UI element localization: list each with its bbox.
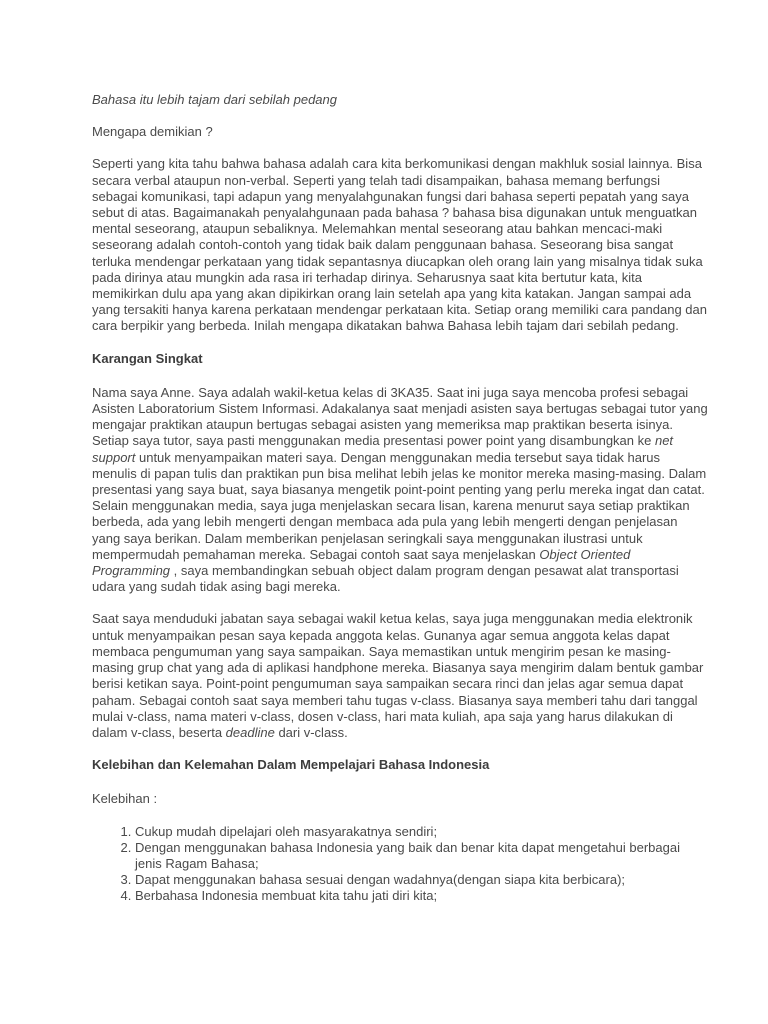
paragraph-3-part-b: dari v-class.	[274, 724, 348, 740]
paragraph-2-part-a: Nama saya Anne. Saya adalah wakil-ketua kelas di 3KA35. Saat ini juga saya mencoba profesi sebagai Asisten Laboratorium Sistem Informasi. Adakalanya saat menjadi asisten saya bertugas sebagai tutor yang mengajar praktikan ataupun bertugas sebagai asisten yang memeriksa map praktikan beserta isinya. Setiap saya tutor, saya pasti menggunakan media presentasi power point yang disambungkan ke	[92, 384, 708, 449]
kelebihan-list	[92, 824, 708, 905]
list-item: 1. Cukup mudah dipelajari oleh masyarakatnya sendiri;	[135, 824, 708, 840]
paragraph-2	[92, 385, 708, 596]
label-kelebihan: Kelebihan :	[92, 791, 158, 807]
emphasis-deadline: deadline	[225, 724, 275, 740]
paragraph-2-part-c: , saya membandingkan sebuah object dalam program dengan pesawat alat transportasi udara yang sudah tidak asing bagi mereka.	[92, 563, 679, 595]
paragraph-3-part-a: Saat saya menduduki jabatan saya sebagai wakil ketua kelas, saya juga menggunakan media elektronik untuk menyampaikan pesan saya kepada anggota kelas. Gunanya agar semua anggota kelas dapat membaca pengumuman yang saya sampaikan. Saya memastikan untuk mengirim pesan ke masing-masing grup chat yang ada di aplikasi handphone mereka. Biasanya saya mengirim dalam bentuk gambar berisi ketikan saya. Point-point pengumuman saya sampaikan secara rinci dan jelas agar semua dapat paham. Sebagai contoh saat saya memberi tahu tugas v-class. Biasanya saya memberi tahu dari tanggal mulai v-class, nama materi v-class, dosen v-class, hari mata kuliah, apa saja yang harus dilakukan di dalam v-class, beserta	[92, 611, 704, 740]
heading-karangan-singkat: Karangan Singkat	[92, 350, 203, 366]
list-item: 2. Dengan menggunakan bahasa Indonesia yang baik dan benar kita dapat mengetahui berbagai jenis Ragam Bahasa;	[135, 840, 708, 872]
emphasis-net-support: net support	[92, 433, 674, 465]
heading-kelebihan-kelemahan: Kelebihan dan Kelemahan Dalam Mempelajari Bahasa Indonesia	[92, 757, 490, 773]
emphasis-oop: Object Oriented Programming	[92, 546, 631, 579]
paragraph-3	[92, 611, 708, 741]
quote-title: Bahasa itu lebih tajam dari sebilah pedang	[92, 92, 338, 107]
paragraph-1: Seperti yang kita tahu bahwa bahasa adalah cara kita berkomunikasi dengan makhluk sosial lainnya. Bisa secara verbal ataupun non-verbal. Seperti yang telah tadi disampaikan, bahasa memang berfungsi sebagai komunikasi, tapi adapun yang menyalahgunakan fungsi dari bahasa seperti pepatah yang saya sebut di atas. Bagaimanakah penyalahgunaan pada bahasa ? bahasa bisa digunakan untuk menguatkan mental seseorang, ataupun sebaliknya. Melemahkan mental seseorang atau bahkan mencaci-maki seseorang adalah contoh-contoh yang tidak baik dalam penggunaan bahasa. Seseorang bisa sangat terluka mendengar perkataan yang tidak sepantasnya diucapkan oleh orang lain yang misalnya tidak suka pada dirinya atau mungkin ada rasa iri terhadap dirinya. Seharusnya saat kita bertutur kata, kita memikirkan dulu apa yang akan dipikirkan orang lain setelah apa yang kita katakan. Jangan sampai ada yang tersakiti hanya karena perkataan mendengar perkataan kita. Setiap orang memiliki cara pandang dan cara berpikir yang berbeda. Inilah mengapa dikatakan bahwa Bahasa lebih tajam dari sebilah pedang.	[92, 156, 707, 334]
list-item: 4. Berbahasa Indonesia membuat kita tahu jati diri kita;	[135, 888, 708, 904]
list-item: 3. Dapat menggunakan bahasa sesuai dengan wadahnya(dengan siapa kita berbicara);	[135, 872, 708, 888]
question-line: Mengapa demikian ?	[92, 124, 213, 140]
paragraph-2-part-b: untuk menyampaikan materi saya. Dengan menggunakan media tersebut saya tidak harus menulis di papan tulis dan praktikan pun bisa melihat lebih jelas ke monitor mereka masing-masing. Dalam presentasi yang saya buat, saya biasanya mengetik point-point penting yang perlu mereka ingat dan catat. Selain menggunakan media, saya juga menjelaskan secara lisan, karena menurut saya setiap praktikan berbeda, ada yang lebih mengerti dengan membaca ada pula yang lebih mengerti dengan penjelasan yang saya berikan. Dalam memberikan penjelasan seringkali saya menggunakan ilustrasi untuk mempermudah pemahaman mereka. Sebagai contoh saat saya menjelaskan	[92, 449, 707, 562]
